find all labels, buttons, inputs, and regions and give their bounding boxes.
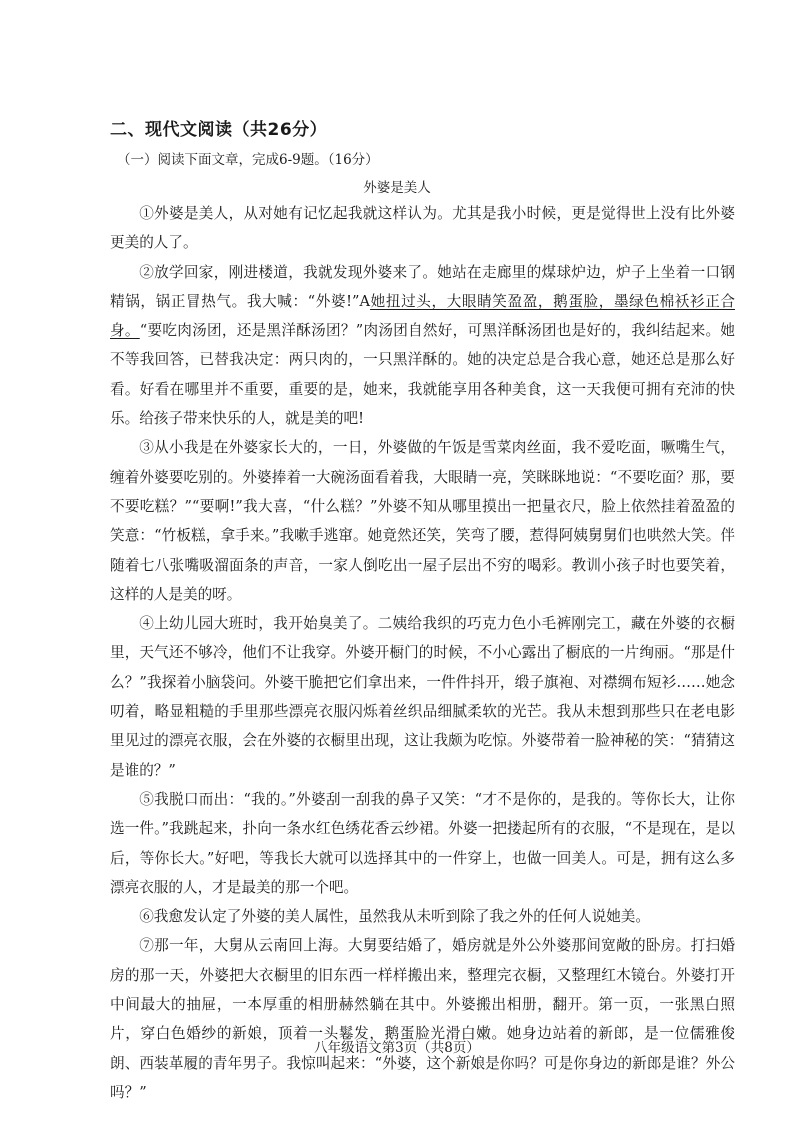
question-instructions: （一）阅读下面文章，完成6-9题。（16分） [117,152,379,168]
paragraph-2-text-after: “要吃肉汤团，还是黑洋酥汤团？”肉汤团自然好，可黑洋酥汤团也是好的，我纠结起来。她不等我回答，已替我决定：两只肉的，一只黑洋酥的。她的决定总是合我心意，她还总是那么好看。好看在哪里并不重要，重要的是，她来，我就能享用各种美食，这一天我便可拥有充沛的快乐。给孩子带来快乐的人，就是美的吧! [110,322,735,428]
paragraph-4: ④上幼儿园大班时，我开始臭美了。二姨给我织的巧克力色小毛裤刚完工，藏在外婆的衣橱里，天气还不够冷，他们不让我穿。外婆开橱门的时候，不小心露出了橱底的一片绚丽。“那是什么？”我探着小脑袋问。外婆干脆把它们拿出来，一件件抖开，缎子旗袍、对襟绸布短衫……她念叨着，略显粗糙的手里那些漂亮衣服闪烁着丝织品细腻柔软的光芒。我从未想到那些只在老电影里见过的漂亮衣服，会在外婆的衣橱里出现，这让我颇为吃惊。外婆带着一脸神秘的笑：“猜猜这是谁的？” [110,615,735,779]
article-title: 外婆是美人 [363,180,431,196]
paragraph-1: ①外婆是美人，从对她有记忆起我就这样认为。尤其是我小时候，更是觉得世上没有比外婆更美的人了。 [110,205,735,252]
paragraph-6: ⑥我愈发认定了外婆的美人属性，虽然我从未听到除了我之外的任何人说她美。 [139,908,650,926]
paragraph-5: ⑤我脱口而出：“我的。”外婆刮一刮我的鼻子又笑：“才不是你的，是我的。等你长大，让你选一件。”我跳起来，扑向一条水红色绣花香云纱裙。外婆一把搂起所有的衣服，“不是现在，是以后，等你长大。”好吧，等我长大就可以选择其中的一件穿上，也做一回美人。可是，拥有这么多漂亮衣服的人，才是最美的那一个吧。 [110,790,735,896]
paragraph-7: ⑦那一年，大舅从云南回上海。大舅要结婚了，婚房就是外公外婆那间宽敞的卧房。打扫婚房的那一天，外婆把大衣橱里的旧东西一样样搬出来，整理完衣橱，又整理红木镜台。外婆打开中间最大的抽屉，一本厚重的相册赫然躺在其中。外婆搬出相册，翻开。第一页，一张黑白照片，穿白色婚纱的新娘，顶着一头鬈发，鹅蛋脸光滑白嫩。她身边站着的新郎，是一位儒雅俊朗、西装革履的青年男子。我惊叫起来：“外婆，这个新娘是你吗？可是你身边的新郎是谁？外公吗？” [110,937,735,1101]
section-title: 二、现代文阅读（共26分） [110,120,328,140]
page-footer: 八年级语文第3页（共8页） [314,1040,480,1056]
paragraph-2-text-before: ②放学回家，刚进楼道，我就发现外婆来了。她站在走廊里的煤球炉边，炉子上坐着一口钢精锅，锅正冒热气。我大喊：“外婆!”A [110,263,735,310]
paragraph-3: ③从小我是在外婆家长大的，一日，外婆做的午饭是雪菜肉丝面，我不爱吃面，噘嘴生气，缠着外婆要吃别的。外婆捧着一大碗汤面看着我，大眼睛一亮，笑眯眯地说：“不要吃面？那，要不要吃糕？”“要啊!”我大喜，“什么糕？”外婆不知从哪里摸出一把量衣尺，脸上依然挂着盈盈的笑意：“竹板糕，拿手来。”我嗽手逃窜。她竟然还笑，笑弯了腰，惹得阿姨舅舅们也哄然大笑。伴随着七八张嘴吸溜面条的声音，一家人倒吃出一屋子层出不穷的喝彩。教训小孩子时也要笑着，这样的人是美的呀。 [110,439,735,603]
paragraph-2 [110,258,735,434]
article-body [110,199,735,1107]
underlined-sentence-a: 她扭过头，大眼睛笑盈盈，鹅蛋脸，墨绿色棉袄衫正合身。 [110,292,735,340]
